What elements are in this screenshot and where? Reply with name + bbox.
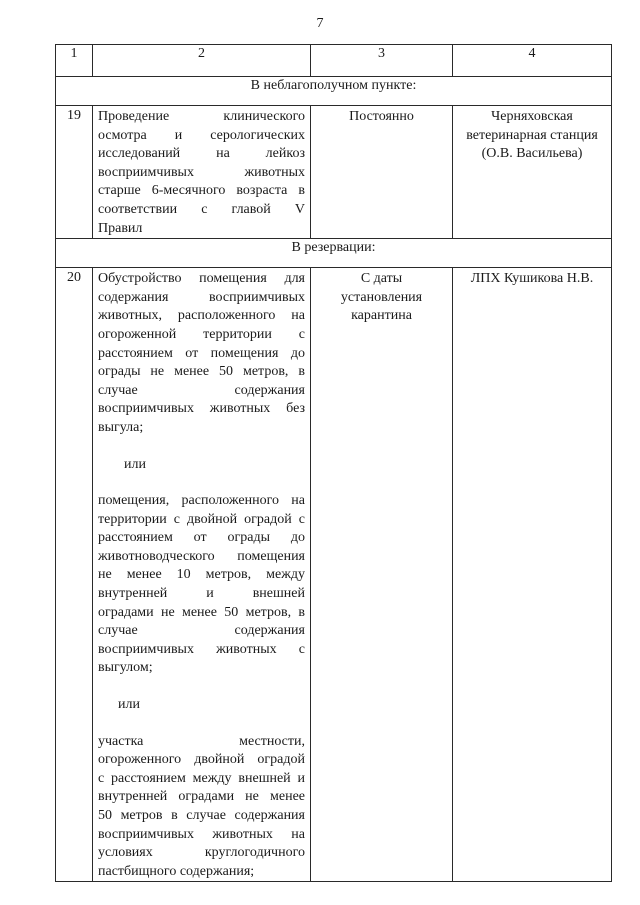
- row-number-19: 19: [56, 106, 93, 239]
- term-20: С даты установления карантина: [311, 268, 453, 882]
- table-row-19: [56, 106, 612, 239]
- page-number: 7: [316, 16, 324, 31]
- table-header-row: [56, 45, 612, 77]
- measure-block-2: помещения, расположенного на территории с двойной оградой с расстоянием от ограды до животноводческого помещения не менее 10 метров, между внутренней и внешней оградами не менее 50 метров, в случае содержания восприимчивых животных с выгулом;: [98, 493, 305, 676]
- or-separator-2: или: [118, 697, 140, 713]
- section-title-reservation: В резервации:: [56, 239, 612, 268]
- section-row-unfavorable: [56, 77, 612, 106]
- or-separator-1: или: [124, 456, 146, 472]
- measure-text-19: Проведение клинического осмотра и серологических исследований на лейкоз восприимчивых животных старше 6-месячного возраста в соответствии с главой V Правил: [93, 106, 311, 239]
- table-row-20: [56, 268, 612, 882]
- header-col-2: 2: [93, 45, 311, 77]
- measures-table: [55, 44, 612, 882]
- term-19: Постоянно: [311, 106, 453, 239]
- header-col-4: 4: [453, 45, 612, 77]
- measure-block-3: участка местности, огороженного двойной оградой с расстоянием между внешней и внутренней оградами не менее 50 метров в случае содержания восприимчивых животных на условиях круглогодичного пастбищного содержания;: [98, 733, 305, 879]
- section-title-unfavorable: В неблагополучном пункте:: [56, 77, 612, 106]
- section-row-reservation: [56, 239, 612, 268]
- row-number-20: 20: [56, 268, 93, 882]
- responsible-19: Черняховская ветеринарная станция (О.В. Васильева): [453, 106, 612, 239]
- header-col-3: 3: [311, 45, 453, 77]
- measure-block-1: Обустройство помещения для содержания восприимчивых животных, расположенного на огороженной территории с расстоянием от помещения до ограды не менее 50 метров, в случае содержания восприимчивых животных без выгула;: [98, 271, 305, 435]
- measure-text-20: [93, 268, 311, 882]
- header-col-1: 1: [56, 45, 93, 77]
- responsible-20: ЛПХ Кушикова Н.В.: [453, 268, 612, 882]
